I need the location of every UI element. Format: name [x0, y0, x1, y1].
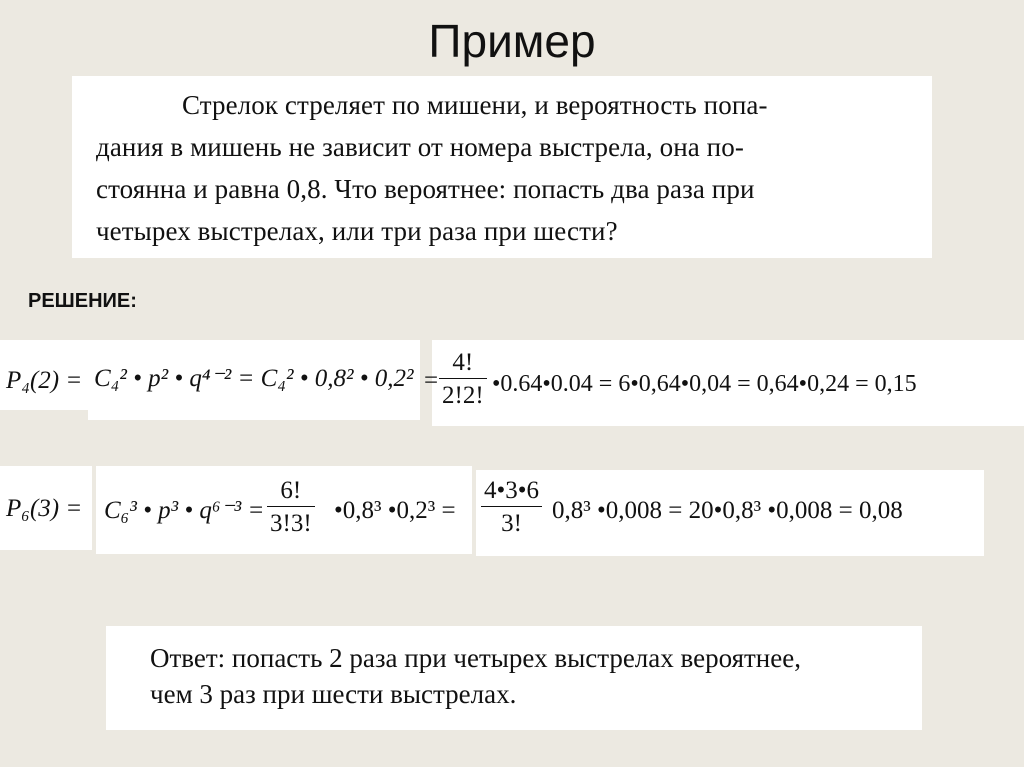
formula2-fraction2: [478, 478, 545, 536]
problem-line-3: стоянна и равна 0,8. Что вероятнее: попасть два раза при: [96, 174, 755, 204]
formula2-binomial-text: C₆³ • p³ • q⁶⁻³ =: [104, 497, 265, 524]
formula1-frac-num: 4!: [439, 350, 487, 379]
formula2-frac2-den: 3!: [501, 510, 522, 537]
problem-line-4: четырех выстрелах, или три раза при шести?: [96, 216, 618, 246]
formula1-rest: •0.64•0.04 = 6•0,64•0,04 = 0,64•0,24 = 0,15: [492, 371, 917, 397]
formula2-frac1: [267, 478, 315, 536]
formula2-lhs-text: P₆(3) =: [6, 495, 83, 522]
answer-line-2: чем 3 раз при шести выстрелах.: [150, 679, 517, 709]
answer-panel: [106, 626, 922, 730]
formula2-lhs: [6, 496, 82, 521]
formula1-fraction: [436, 350, 490, 408]
formula1-equals: =: [424, 367, 439, 394]
formula2-frac1-num: 6!: [267, 478, 315, 507]
slide-title: Пример: [428, 15, 596, 67]
answer-text: [150, 640, 890, 712]
formula2-binomial: [104, 498, 264, 523]
formula2-frac2-num: 4•3•6: [481, 478, 542, 507]
problem-text: [96, 84, 904, 252]
formula1-binomial-text: C₄² • p² • q⁴⁻² = C₄² • 0,8² • 0,2²: [94, 365, 414, 392]
formula1-frac-den: 2!2!: [442, 382, 484, 409]
problem-statement-panel: [72, 76, 932, 258]
problem-line-1: Стрелок стреляет по мишени, и вероятность попа-: [182, 90, 768, 120]
formula1-lhs: [6, 368, 82, 393]
formula2-frac2: [481, 478, 542, 536]
solution-label: РЕШЕНИЕ:: [28, 290, 137, 312]
formula1-binomial: [94, 366, 413, 391]
problem-line-2: дания в мишень не зависит от номера выстрела, она по-: [96, 132, 744, 162]
formula2-rest: 0,8³ •0,008 = 20•0,8³ •0,008 = 0,08: [552, 497, 903, 524]
formula2-frac1-den: 3!3!: [270, 510, 312, 537]
formula2-fraction1: [264, 478, 318, 536]
formula1-frac: [439, 350, 487, 408]
formula1-lhs-text: P₄(2) =: [6, 367, 83, 394]
formula2-part1b: •0,8³ •0,2³ =: [334, 497, 456, 524]
answer-line-1: Ответ: попасть 2 раза при четырех выстрелах вероятнее,: [150, 643, 801, 673]
